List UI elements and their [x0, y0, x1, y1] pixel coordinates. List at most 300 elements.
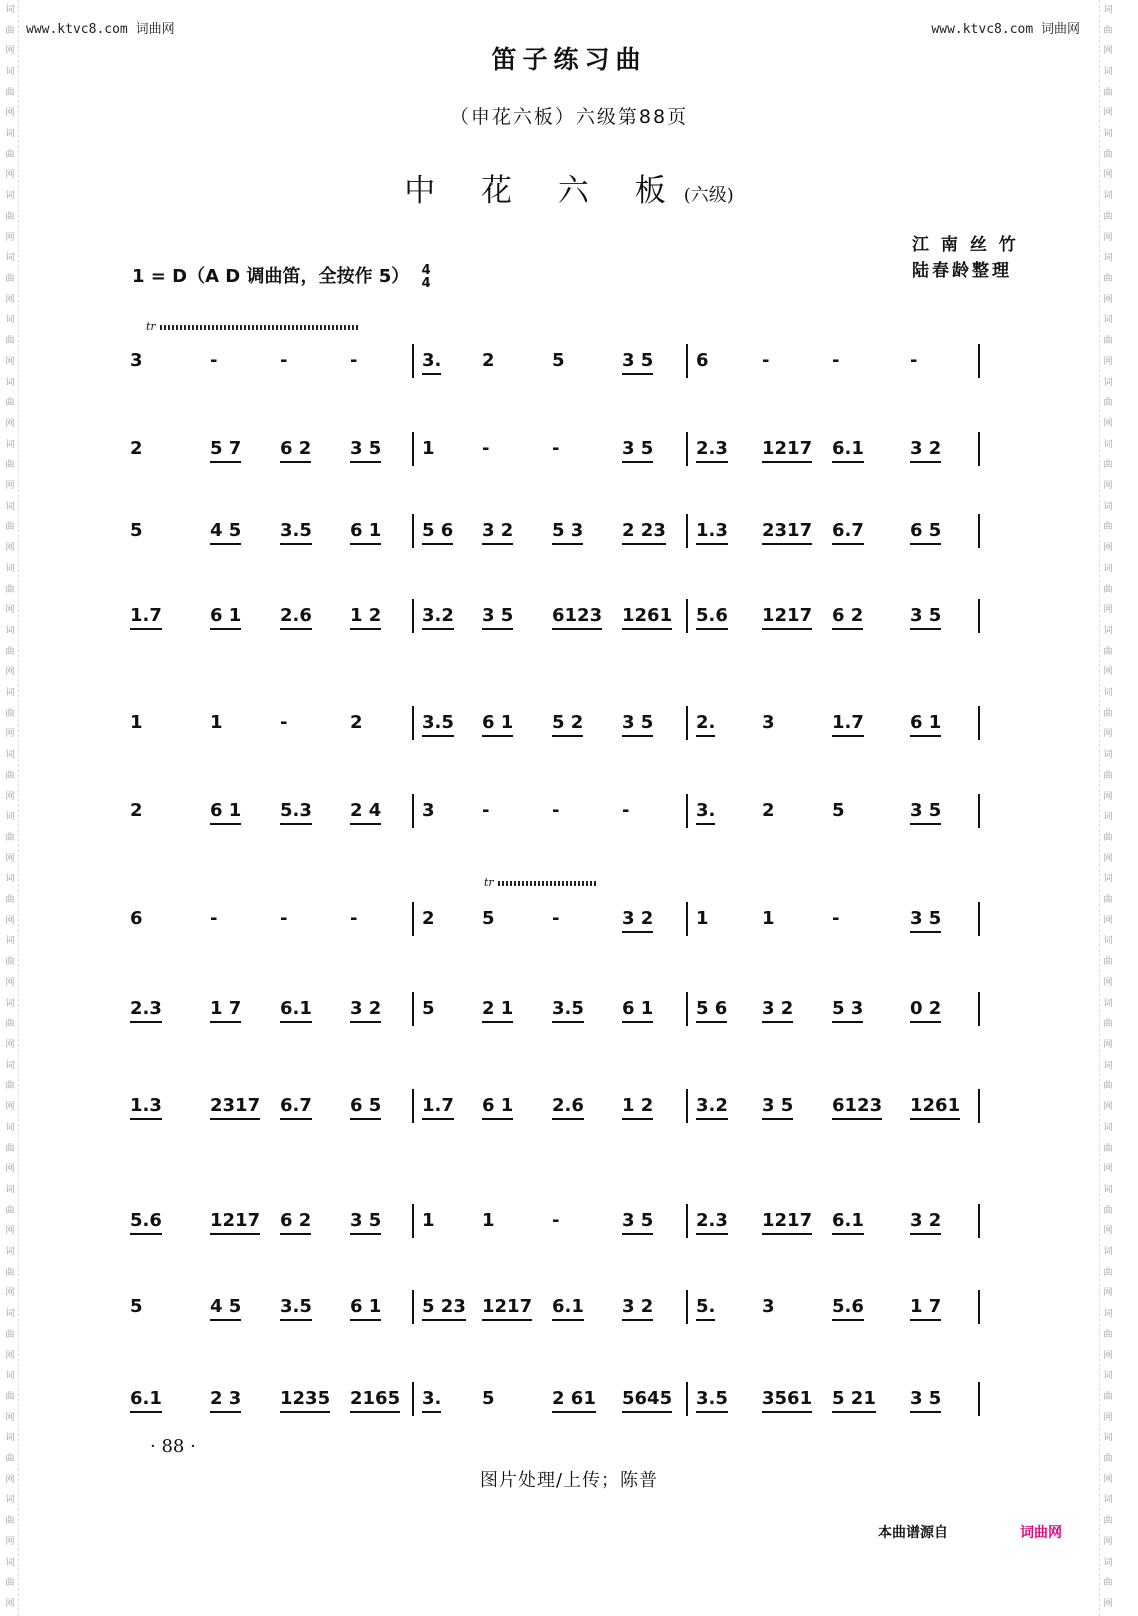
edge-glyph: 词	[1103, 936, 1113, 947]
edge-glyph: 词	[1103, 1309, 1113, 1320]
note: 3.5	[280, 520, 312, 545]
barline	[686, 706, 688, 740]
footer-source-label: 本曲谱源自	[878, 1525, 948, 1541]
note: 3 2	[622, 1296, 653, 1321]
note: -	[210, 350, 218, 371]
edge-glyph: 词	[5, 1557, 15, 1568]
edge-glyph: 词	[5, 812, 15, 823]
barline	[412, 794, 414, 828]
edge-glyph: 词	[1103, 750, 1113, 761]
note: 6.7	[280, 1095, 312, 1120]
note: -	[832, 350, 840, 371]
barline	[978, 1089, 980, 1123]
note: 2 1	[482, 998, 513, 1023]
edge-glyph: 曲	[5, 273, 15, 284]
edge-glyph: 曲	[5, 1143, 15, 1154]
edge-glyph: 词	[1103, 501, 1113, 512]
edge-glyph: 网	[5, 1288, 15, 1299]
note: 2.	[696, 712, 715, 737]
note: 5.3	[280, 800, 312, 825]
barline	[686, 344, 688, 378]
edge-glyph: 曲	[1103, 584, 1113, 595]
edge-glyph: 词	[5, 1495, 15, 1506]
note: 1 2	[622, 1095, 653, 1120]
edge-glyph: 词	[1103, 874, 1113, 885]
barline	[978, 432, 980, 466]
note: 3	[762, 712, 775, 733]
edge-glyph: 曲	[1103, 646, 1113, 657]
note: 3.	[696, 800, 715, 825]
watermark-right: www.ktvc8.com 词曲网	[931, 22, 1080, 37]
note: 2	[762, 800, 775, 821]
edge-glyph: 网	[5, 543, 15, 554]
note: 3 5	[350, 1210, 381, 1235]
note: 2.6	[280, 605, 312, 630]
edge-glyph: 词	[1103, 1122, 1113, 1133]
note: -	[552, 1210, 560, 1231]
edge-glyph: 网	[1103, 1536, 1113, 1547]
note: -	[552, 438, 560, 459]
edge-glyph: 曲	[1103, 770, 1113, 781]
note: 6 1	[482, 712, 513, 737]
barline	[686, 1290, 688, 1324]
edge-glyph: 曲	[1103, 895, 1113, 906]
edge-glyph: 网	[5, 791, 15, 802]
edge-glyph: 曲	[5, 398, 15, 409]
trill-wave	[160, 325, 360, 330]
note: 6 1	[350, 1296, 381, 1321]
edge-glyph: 曲	[5, 646, 15, 657]
note: 3	[130, 350, 143, 371]
note: 6.1	[832, 438, 864, 463]
edge-glyph: 网	[1103, 977, 1113, 988]
note: 2.3	[130, 998, 162, 1023]
note: 3.	[422, 350, 441, 375]
note: 6	[130, 908, 143, 929]
note: 6123	[832, 1095, 882, 1120]
note: 6.1	[832, 1210, 864, 1235]
edge-glyph: 曲	[1103, 1019, 1113, 1030]
edge-glyph: 词	[5, 1371, 15, 1382]
note: 5 21	[832, 1388, 876, 1413]
edge-glyph: 词	[5, 377, 15, 388]
edge-glyph: 曲	[1103, 957, 1113, 968]
note: 4 5	[210, 1296, 241, 1321]
edge-glyph: 网	[1103, 543, 1113, 554]
edge-glyph: 网	[5, 853, 15, 864]
edge-glyph: 词	[1103, 4, 1113, 15]
edge-glyph: 网	[5, 1350, 15, 1361]
note: 5	[552, 350, 565, 371]
edge-glyph: 曲	[5, 770, 15, 781]
edge-glyph: 词	[1103, 1433, 1113, 1444]
barline	[412, 706, 414, 740]
note: 6 1	[210, 605, 241, 630]
edge-glyph: 词	[5, 688, 15, 699]
note: 2	[130, 800, 143, 821]
barline	[978, 344, 980, 378]
edge-glyph: 词	[1103, 563, 1113, 574]
edge-glyph: 网	[5, 418, 15, 429]
barline	[978, 1382, 980, 1416]
note: -	[482, 800, 490, 821]
edge-glyph: 词	[5, 191, 15, 202]
note: 1217	[762, 605, 812, 630]
edge-glyph: 词	[5, 66, 15, 77]
note: -	[910, 350, 918, 371]
edge-glyph: 曲	[1103, 1329, 1113, 1340]
barline	[412, 1089, 414, 1123]
edge-glyph: 网	[1103, 1598, 1113, 1609]
edge-glyph: 曲	[5, 1391, 15, 1402]
note: 1217	[482, 1296, 532, 1321]
edge-strip-left	[2, 0, 19, 1616]
note: 2 23	[622, 520, 666, 545]
barline	[412, 344, 414, 378]
edge-glyph: 曲	[1103, 1516, 1113, 1527]
score-row	[130, 350, 990, 390]
note: 3.5	[280, 1296, 312, 1321]
page-title: 笛子练习曲	[491, 45, 647, 74]
note: 3	[422, 800, 435, 821]
note: 2	[350, 712, 363, 733]
edge-glyph: 词	[1103, 1184, 1113, 1195]
edge-glyph: 曲	[1103, 336, 1113, 347]
edge-glyph: 词	[5, 1060, 15, 1071]
edge-glyph: 词	[5, 1433, 15, 1444]
note: -	[280, 908, 288, 929]
attribution-genre: 江 南 丝 竹	[912, 235, 1019, 255]
edge-glyph: 曲	[5, 1081, 15, 1092]
edge-glyph: 曲	[5, 1329, 15, 1340]
edge-glyph: 网	[5, 915, 15, 926]
trill-wave	[498, 881, 598, 886]
note: 3.5	[552, 998, 584, 1023]
edge-glyph: 词	[1103, 439, 1113, 450]
edge-glyph: 曲	[5, 1454, 15, 1465]
note: -	[832, 908, 840, 929]
edge-glyph: 词	[5, 750, 15, 761]
edge-glyph: 词	[1103, 253, 1113, 264]
barline	[978, 1290, 980, 1324]
note: 3 5	[622, 1210, 653, 1235]
edge-glyph: 网	[1103, 1288, 1113, 1299]
note: 1.7	[832, 712, 864, 737]
note: 6 2	[832, 605, 863, 630]
edge-glyph: 网	[1103, 108, 1113, 119]
edge-glyph: 曲	[1103, 87, 1113, 98]
barline	[686, 514, 688, 548]
edge-glyph: 词	[5, 874, 15, 885]
edge-glyph: 词	[1103, 625, 1113, 636]
barline	[686, 902, 688, 936]
edge-glyph: 曲	[1103, 1391, 1113, 1402]
barline	[412, 1290, 414, 1324]
note: 6 1	[622, 998, 653, 1023]
edge-strip-right	[1099, 0, 1116, 1616]
edge-glyph: 词	[5, 1184, 15, 1195]
edge-glyph: 曲	[5, 1019, 15, 1030]
edge-glyph: 网	[1103, 170, 1113, 181]
edge-glyph: 网	[5, 729, 15, 740]
edge-glyph: 网	[1103, 481, 1113, 492]
note: 6 2	[280, 438, 311, 463]
edge-glyph: 曲	[1103, 25, 1113, 36]
barline	[412, 432, 414, 466]
note: -	[280, 350, 288, 371]
trill-label: tr	[146, 320, 156, 333]
note: 1235	[280, 1388, 330, 1413]
barline	[686, 1382, 688, 1416]
edge-glyph: 曲	[5, 895, 15, 906]
note: 3 5	[622, 712, 653, 737]
note: -	[622, 800, 630, 821]
score-row	[130, 1095, 990, 1135]
note: 3 5	[622, 438, 653, 463]
edge-glyph: 网	[1103, 46, 1113, 57]
edge-glyph: 词	[5, 563, 15, 574]
barline	[978, 706, 980, 740]
edge-glyph: 词	[5, 4, 15, 15]
barline	[978, 514, 980, 548]
edge-glyph: 曲	[1103, 832, 1113, 843]
note: 5.6	[832, 1296, 864, 1321]
upload-credit: 图片处理/上传；陈普	[479, 1470, 659, 1491]
note: 2.6	[552, 1095, 584, 1120]
edge-glyph: 词	[1103, 812, 1113, 823]
note: 1	[422, 1210, 435, 1231]
barline	[412, 1204, 414, 1238]
edge-glyph: 网	[1103, 1102, 1113, 1113]
edge-glyph: 词	[1103, 1371, 1113, 1382]
key-signature	[132, 262, 431, 290]
note: 2 61	[552, 1388, 596, 1413]
note: 1	[422, 438, 435, 459]
trill-label: tr	[484, 876, 494, 889]
edge-glyph: 网	[1103, 1350, 1113, 1361]
note: 5 23	[422, 1296, 466, 1321]
edge-glyph: 曲	[1103, 398, 1113, 409]
note: 1	[482, 1210, 495, 1231]
note: 1	[762, 908, 775, 929]
barline	[978, 1204, 980, 1238]
time-signature-bottom: 4	[421, 276, 431, 291]
note: 4 5	[210, 520, 241, 545]
trill-mark-2	[484, 876, 598, 889]
edge-glyph: 曲	[1103, 522, 1113, 533]
note: 1 7	[910, 1296, 941, 1321]
song-level: (六级)	[683, 185, 734, 206]
note: 5 6	[696, 998, 727, 1023]
note: 1.3	[130, 1095, 162, 1120]
edge-glyph: 曲	[1103, 211, 1113, 222]
barline	[686, 1089, 688, 1123]
edge-glyph: 网	[1103, 356, 1113, 367]
note: 6 1	[482, 1095, 513, 1120]
note: 2317	[762, 520, 812, 545]
note: 3.2	[422, 605, 454, 630]
edge-glyph: 网	[1103, 915, 1113, 926]
note: 5 3	[552, 520, 583, 545]
note: 5	[482, 908, 495, 929]
note: 1217	[762, 438, 812, 463]
edge-glyph: 网	[1103, 232, 1113, 243]
note: 2 3	[210, 1388, 241, 1413]
barline	[686, 1204, 688, 1238]
note: 3	[762, 1296, 775, 1317]
edge-glyph: 网	[1103, 418, 1113, 429]
edge-glyph: 词	[1103, 1247, 1113, 1258]
edge-glyph: 网	[5, 170, 15, 181]
trill-mark-1	[146, 320, 360, 333]
note: 6.1	[280, 998, 312, 1023]
edge-glyph: 曲	[1103, 1205, 1113, 1216]
note: 1261	[622, 605, 672, 630]
note: 3.	[422, 1388, 441, 1413]
note: 1217	[762, 1210, 812, 1235]
edge-glyph: 网	[5, 1102, 15, 1113]
note: -	[482, 438, 490, 459]
edge-glyph: 网	[1103, 667, 1113, 678]
edge-glyph: 网	[5, 1598, 15, 1609]
edge-glyph: 曲	[5, 460, 15, 471]
edge-glyph: 曲	[5, 1267, 15, 1278]
edge-glyph: 词	[5, 501, 15, 512]
note: 5.	[696, 1296, 715, 1321]
edge-glyph: 曲	[5, 522, 15, 533]
note: 2165	[350, 1388, 400, 1413]
barline	[978, 992, 980, 1026]
edge-glyph: 曲	[5, 832, 15, 843]
edge-glyph: 词	[1103, 688, 1113, 699]
note: 3 5	[910, 800, 941, 825]
note: -	[350, 350, 358, 371]
edge-glyph: 词	[5, 625, 15, 636]
barline	[978, 794, 980, 828]
edge-glyph: 曲	[1103, 149, 1113, 160]
note: 2.3	[696, 1210, 728, 1235]
edge-glyph: 词	[5, 439, 15, 450]
watermark-left: www.ktvc8.com 词曲网	[26, 22, 175, 37]
edge-glyph: 曲	[1103, 1143, 1113, 1154]
barline	[412, 599, 414, 633]
note: 6.7	[832, 520, 864, 545]
edge-glyph: 曲	[5, 211, 15, 222]
note: 3 2	[350, 998, 381, 1023]
edge-glyph: 网	[5, 481, 15, 492]
note: 3 2	[762, 998, 793, 1023]
note: 5	[130, 520, 143, 541]
note: 1 2	[350, 605, 381, 630]
note: 3 5	[482, 605, 513, 630]
note: 5645	[622, 1388, 672, 1413]
edge-glyph: 词	[1103, 998, 1113, 1009]
edge-glyph: 网	[5, 356, 15, 367]
note: 3 5	[910, 1388, 941, 1413]
edge-glyph: 词	[1103, 129, 1113, 140]
edge-glyph: 词	[1103, 66, 1113, 77]
edge-glyph: 网	[1103, 1226, 1113, 1237]
edge-glyph: 网	[1103, 294, 1113, 305]
note: 1 7	[210, 998, 241, 1023]
edge-glyph: 词	[1103, 377, 1113, 388]
note: -	[350, 908, 358, 929]
edge-glyph: 词	[1103, 1557, 1113, 1568]
note: 2	[422, 908, 435, 929]
edge-glyph: 曲	[5, 708, 15, 719]
note: 3.5	[422, 712, 454, 737]
edge-glyph: 网	[5, 1474, 15, 1485]
barline	[978, 599, 980, 633]
edge-glyph: 词	[5, 1309, 15, 1320]
note: 3 2	[482, 520, 513, 545]
edge-glyph: 曲	[5, 1516, 15, 1527]
note: 2317	[210, 1095, 260, 1120]
score-row	[130, 520, 990, 560]
note: 1	[130, 712, 143, 733]
note: 6123	[552, 605, 602, 630]
score-row	[130, 712, 990, 752]
note: 6 2	[280, 1210, 311, 1235]
edge-glyph: 曲	[1103, 1454, 1113, 1465]
barline	[412, 902, 414, 936]
note: 1	[210, 712, 223, 733]
edge-glyph: 曲	[1103, 273, 1113, 284]
score-row	[130, 1388, 990, 1428]
barline	[686, 432, 688, 466]
note: -	[210, 908, 218, 929]
edge-glyph: 网	[1103, 729, 1113, 740]
edge-glyph: 词	[1103, 1495, 1113, 1506]
score-row	[130, 908, 990, 948]
score-row	[130, 438, 990, 478]
note: 0 2	[910, 998, 941, 1023]
score-row	[130, 1210, 990, 1250]
edge-glyph: 网	[1103, 791, 1113, 802]
barline	[686, 599, 688, 633]
note: 6 5	[350, 1095, 381, 1120]
edge-glyph: 曲	[5, 584, 15, 595]
note: 6 5	[910, 520, 941, 545]
note: 2	[482, 350, 495, 371]
edge-glyph: 网	[5, 1412, 15, 1423]
note: 6 1	[210, 800, 241, 825]
score-row	[130, 605, 990, 645]
page-subtitle: （申花六板）六级第88页	[449, 106, 689, 128]
note: -	[552, 800, 560, 821]
edge-glyph: 词	[5, 998, 15, 1009]
note: 3561	[762, 1388, 812, 1413]
note: 1261	[910, 1095, 960, 1120]
note: 3 2	[622, 908, 653, 933]
note: 5 2	[552, 712, 583, 737]
edge-glyph: 曲	[1103, 460, 1113, 471]
edge-glyph: 曲	[1103, 708, 1113, 719]
edge-glyph: 词	[5, 1122, 15, 1133]
edge-glyph: 网	[1103, 1164, 1113, 1175]
edge-glyph: 曲	[5, 25, 15, 36]
note: 6.1	[130, 1388, 162, 1413]
edge-glyph: 曲	[5, 87, 15, 98]
edge-glyph: 词	[1103, 191, 1113, 202]
edge-glyph: 网	[5, 46, 15, 57]
edge-glyph: 词	[5, 253, 15, 264]
time-signature	[422, 264, 431, 290]
note: 3 5	[762, 1095, 793, 1120]
attribution-arranger: 陆春龄整理	[912, 261, 1012, 281]
barline	[412, 514, 414, 548]
note: 6	[696, 350, 709, 371]
